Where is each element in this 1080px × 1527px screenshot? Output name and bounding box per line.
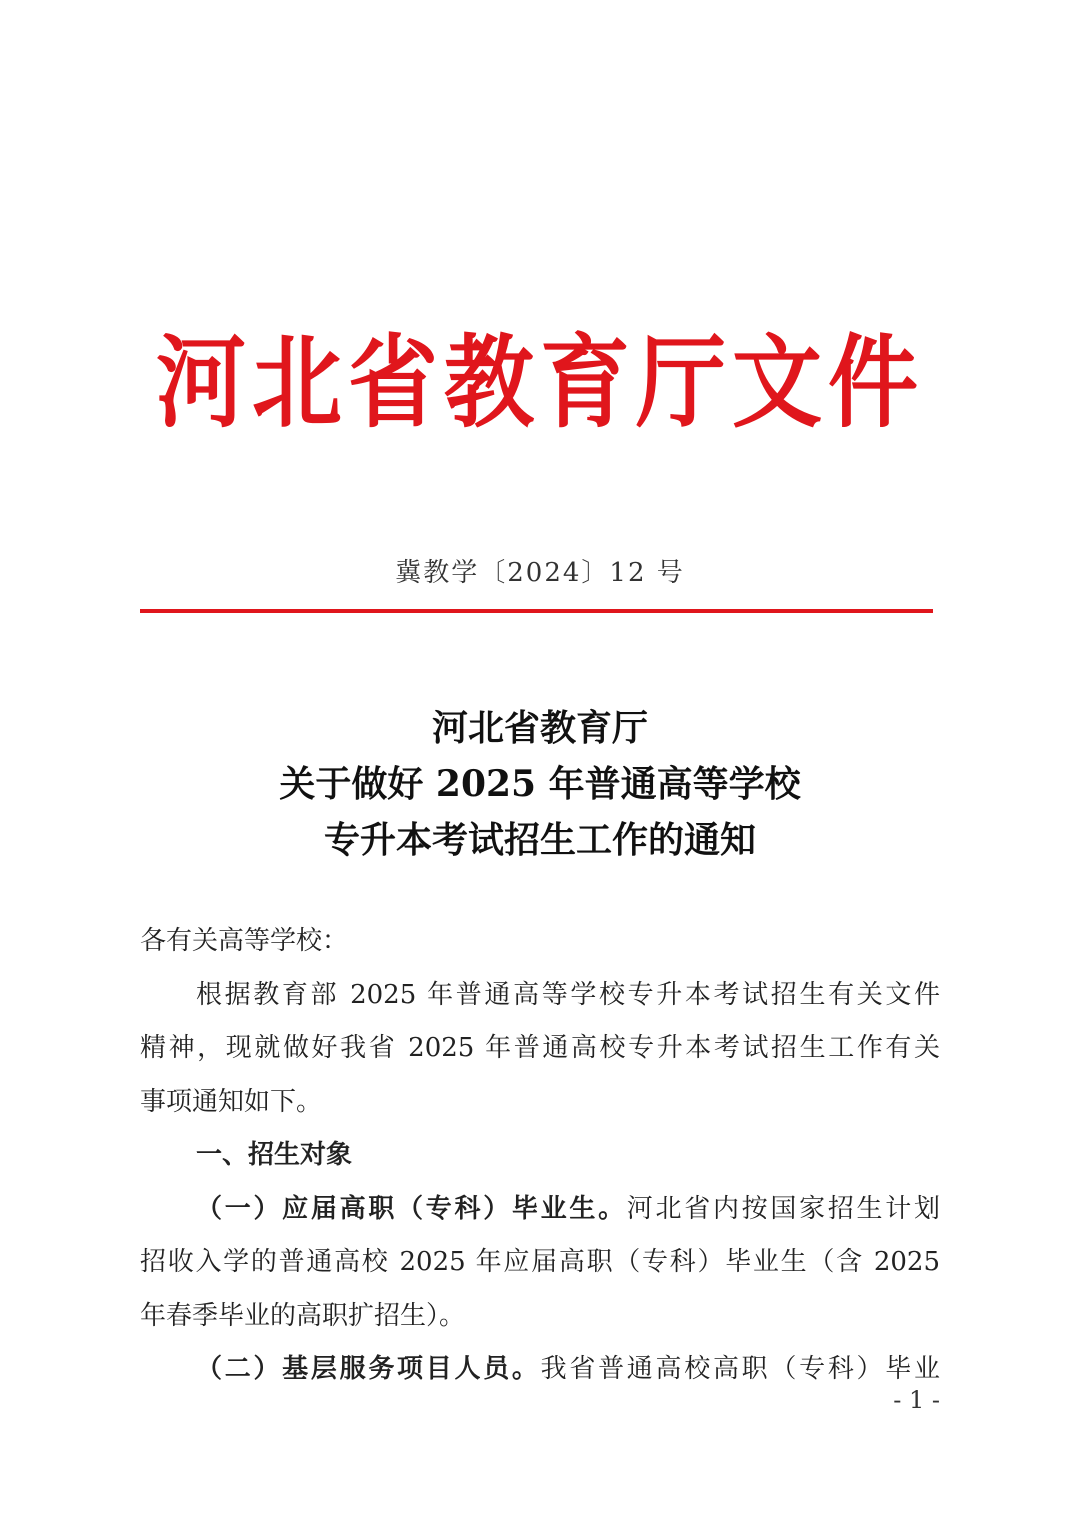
paragraph-1-line-2: 精神，现就做好我省 2025 年普通高校专升本考试招生工作有关 xyxy=(140,1033,940,1063)
salutation: 各有关高等学校： xyxy=(140,926,349,956)
page-number: - 1 - xyxy=(893,1386,940,1414)
item-1-label: （一）应届高职（专科）毕业生。 xyxy=(196,1193,627,1224)
item-1-line-2: 招收入学的普通高校 2025 年应届高职（专科）毕业生（含 2025 xyxy=(140,1247,940,1277)
title-line-2: 关于做好 2025 年普通高等学校 xyxy=(279,763,801,805)
notice-body xyxy=(140,915,940,1397)
item-1-line-1 xyxy=(140,1183,940,1237)
masthead-title: 河北省教育厅文件 xyxy=(156,323,924,443)
item-2-label: （二）基层服务项目人员。 xyxy=(196,1354,541,1384)
red-divider-line xyxy=(140,609,933,613)
title-line-3: 专升本考试招生工作的通知 xyxy=(323,819,756,861)
item-2-line-1 xyxy=(140,1343,940,1397)
item-1-line-1-text: 河北省内按国家招生计划 xyxy=(626,1193,940,1224)
section-1-heading: 一、招生对象 xyxy=(196,1140,353,1170)
document-number: 冀教学〔2024〕12 号 xyxy=(395,558,685,588)
paragraph-1-line-1: 根据教育部 2025 年普通高等学校专升本考试招生有关文件 xyxy=(196,979,940,1010)
title-line-1: 河北省教育厅 xyxy=(431,707,648,749)
notice-title xyxy=(140,700,940,868)
item-2-line-1-text: 我省普通高校高职（专科）毕业 xyxy=(540,1354,940,1384)
paragraph-1-line-3: 事项通知如下。 xyxy=(140,1086,323,1117)
item-1-line-3: 年春季毕业的高职扩招生）。 xyxy=(140,1300,466,1331)
